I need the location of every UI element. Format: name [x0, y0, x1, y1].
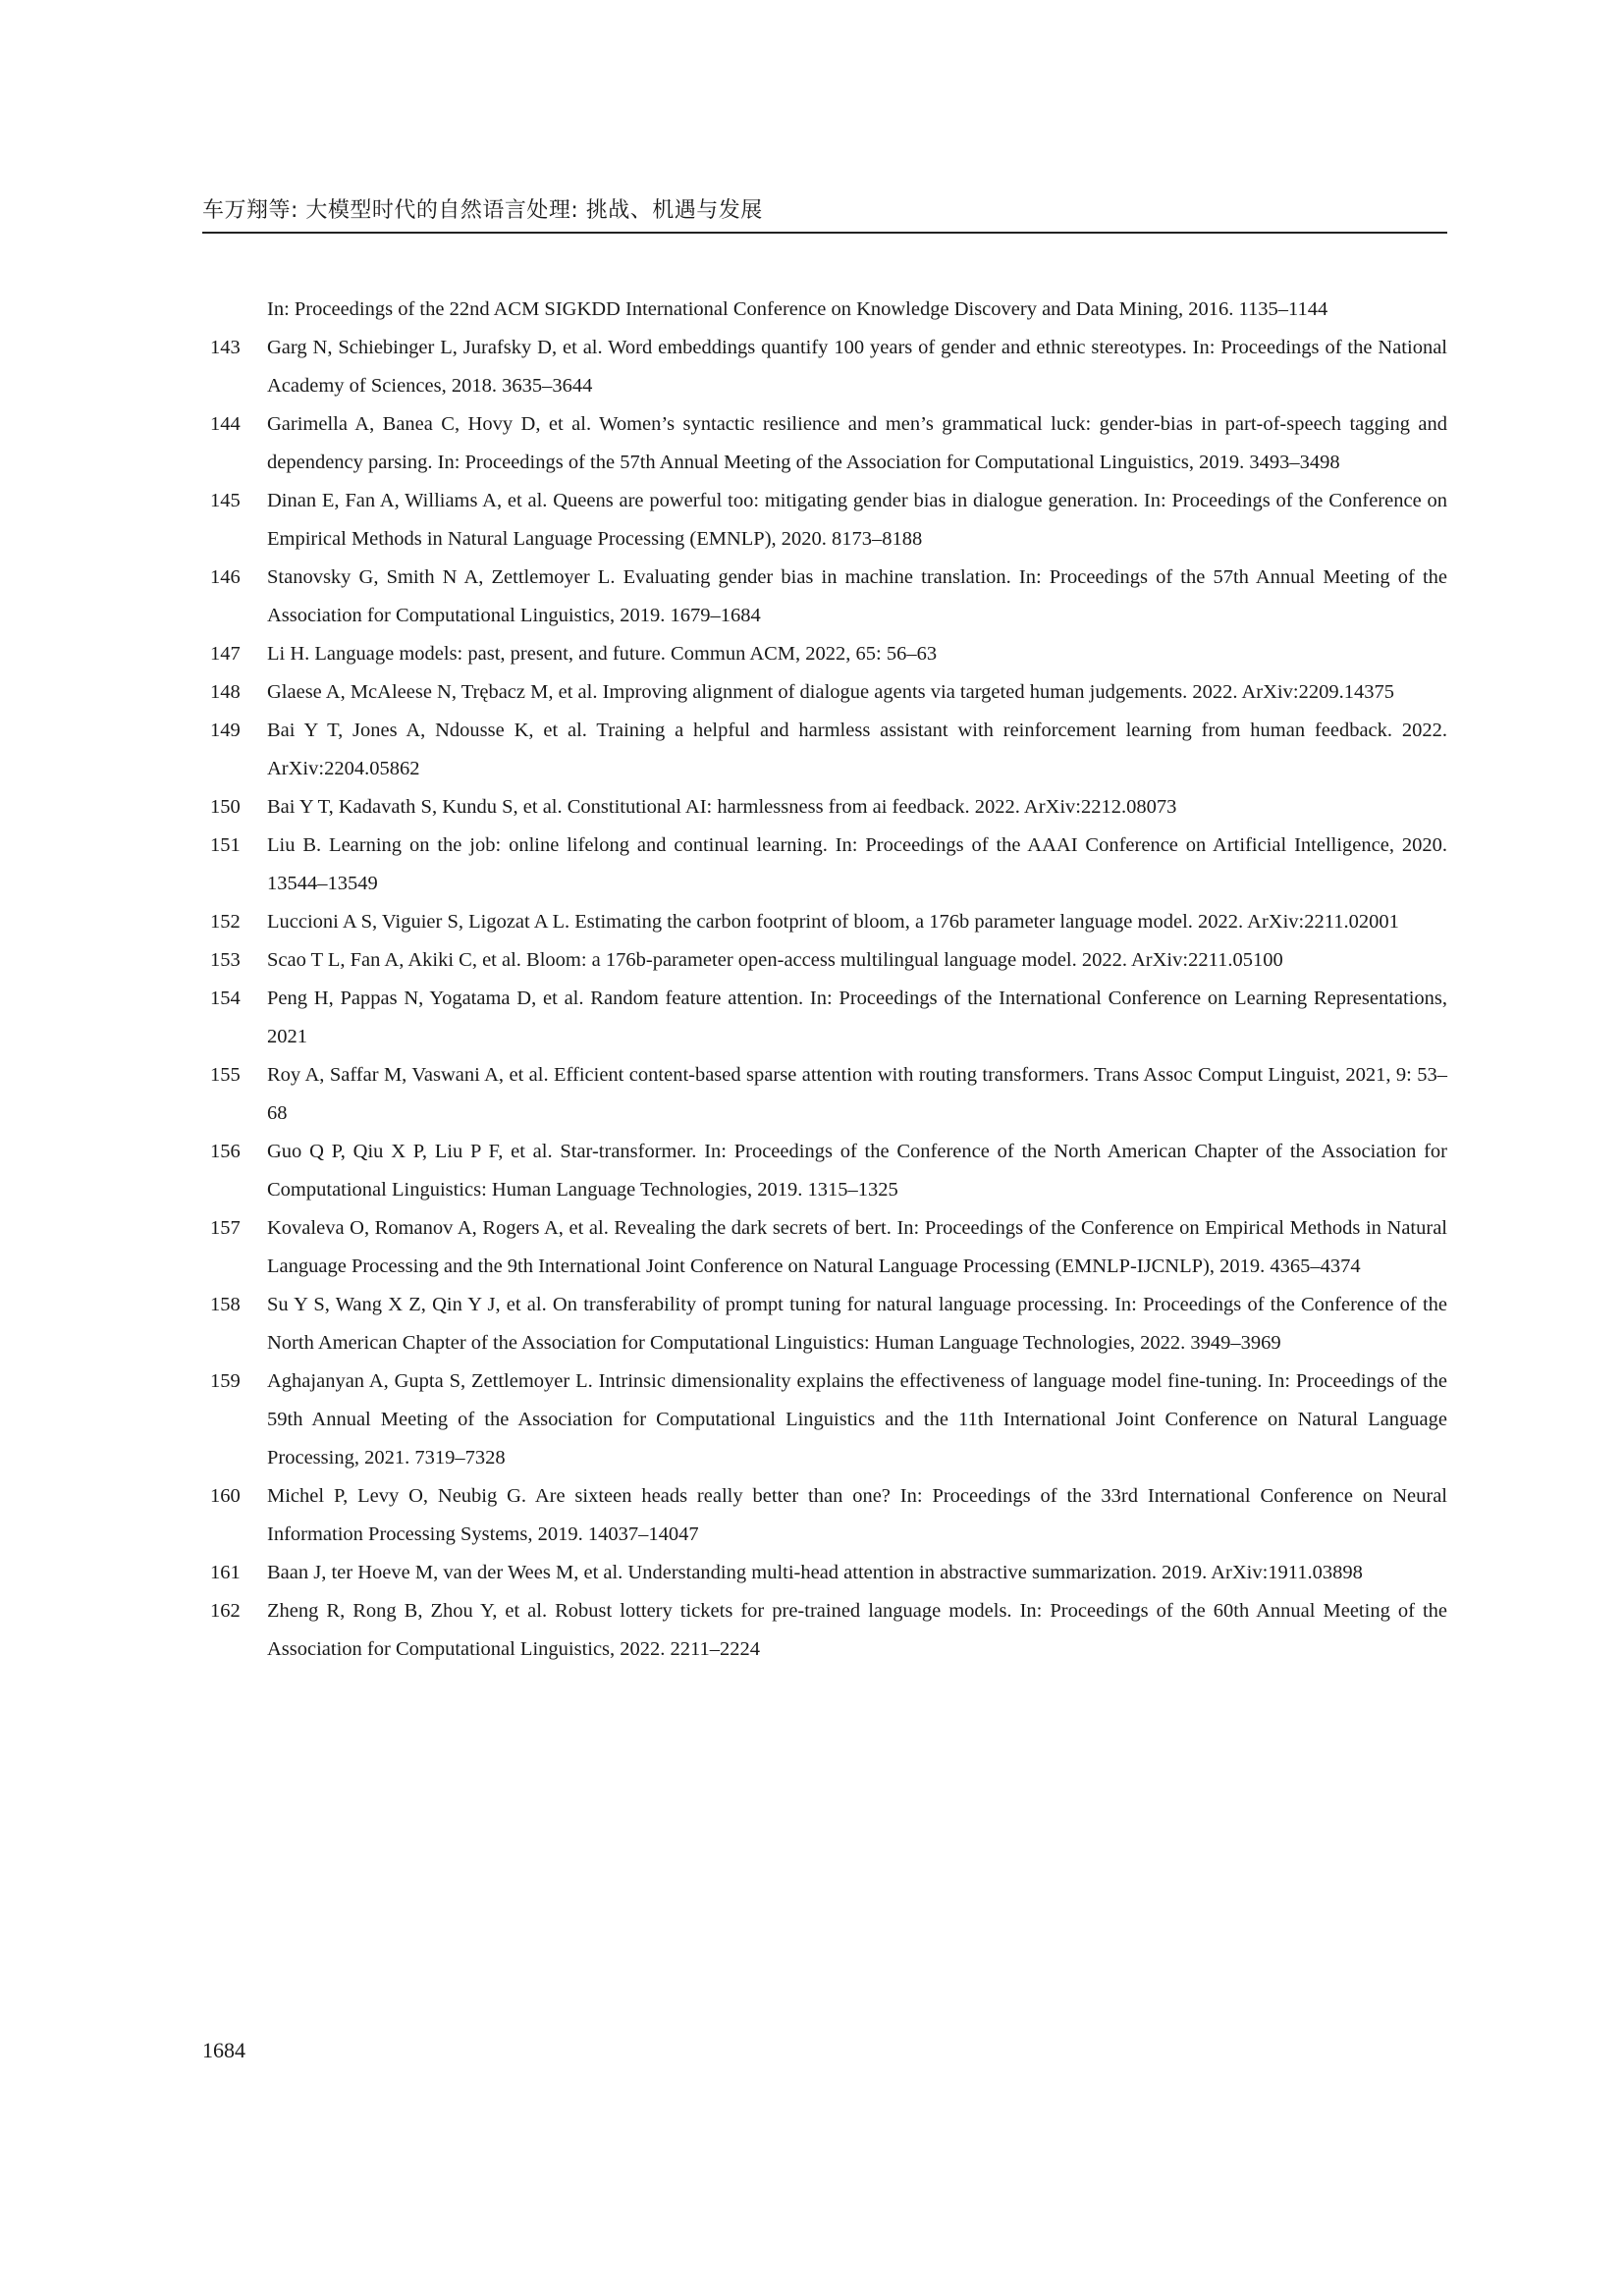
reference-text: Li H. Language models: past, present, and future. Commun ACM, 2022, 65: 56–63 — [267, 643, 938, 665]
reference-text: Baan J, ter Hoeve M, van der Wees M, et al. Understanding multi-head attention in abstractive summarization. 2019. ArXiv:1911.03898 — [267, 1562, 1363, 1583]
reference-text: In: Proceedings of the 22nd ACM SIGKDD International Conference on Knowledge Discovery and Data Mining, 2016. 1135–1144 — [267, 298, 1328, 320]
reference-text: Michel P, Levy O, Neubig G. Are sixteen heads really better than one? In: Proceedings of the 33rd International Conference on Neural Information Processing Systems, 2019. 14037–14047 — [267, 1485, 1447, 1545]
reference-number: 151 — [210, 834, 241, 856]
reference-text: Kovaleva O, Romanov A, Rogers A, et al. Revealing the dark secrets of bert. In: Proceedings of the Conference on Empirical Methods in Natural Language Processing and the 9th International Joint Conference on Natural Language Processing (EMNLP-IJCNLP), 2019. 4365–4374 — [267, 1217, 1447, 1277]
reference-item — [202, 1056, 1447, 1133]
reference-item — [202, 1286, 1447, 1362]
reference-text: Garg N, Schiebinger L, Jurafsky D, et al. Word embeddings quantify 100 years of gender and ethnic stereotypes. In: Proceedings of the National Academy of Sciences, 2018. 3635–3644 — [267, 337, 1447, 397]
reference-text: Stanovsky G, Smith N A, Zettlemoyer L. Evaluating gender bias in machine translation. In: Proceedings of the 57th Annual Meeting of the Association for Computational Linguistics, 2019. 1679–1684 — [267, 566, 1447, 626]
reference-text: Zheng R, Rong B, Zhou Y, et al. Robust lottery tickets for pre-trained language models. In: Proceedings of the 60th Annual Meeting of the Association for Computational Linguistics, 2022. 2211–2224 — [267, 1600, 1447, 1660]
reference-text: Glaese A, McAleese N, Trębacz M, et al. Improving alignment of dialogue agents via targeted human judgements. 2022. ArXiv:2209.14375 — [267, 681, 1394, 703]
reference-item — [202, 559, 1447, 635]
reference-item — [202, 1133, 1447, 1209]
reference-item — [202, 482, 1447, 559]
reference-number: 160 — [210, 1485, 241, 1507]
reference-number: 145 — [210, 490, 241, 511]
reference-item — [202, 1554, 1447, 1592]
reference-text: Aghajanyan A, Gupta S, Zettlemoyer L. Intrinsic dimensionality explains the effectiveness of language model fine-tuning. In: Proceedings of the 59th Annual Meeting of the Association for Computational Linguistics and the 11th International Joint Conference on Natural Language Processing, 2021. 7319–7328 — [267, 1370, 1447, 1468]
reference-item — [202, 329, 1447, 405]
running-header-title: 车万翔等: 大模型时代的自然语言处理: 挑战、机遇与发展 — [202, 198, 763, 223]
reference-item — [202, 1477, 1447, 1554]
reference-text: Bai Y T, Kadavath S, Kundu S, et al. Constitutional AI: harmlessness from ai feedback. 2022. ArXiv:2212.08073 — [267, 796, 1177, 818]
reference-number: 155 — [210, 1064, 241, 1086]
reference-number: 149 — [210, 720, 241, 741]
reference-text: Garimella A, Banea C, Hovy D, et al. Women’s syntactic resilience and men’s grammatical luck: gender-bias in part-of-speech tagging and dependency parsing. In: Proceedings of the 57th Annual Meeting of the Association for Computational Linguistics, 2019. 3493–3498 — [267, 413, 1447, 473]
page-number: 1684 — [202, 2038, 245, 2062]
reference-item — [202, 788, 1447, 827]
reference-number: 144 — [210, 413, 241, 435]
reference-number: 146 — [210, 566, 241, 588]
reference-number: 154 — [210, 988, 241, 1009]
reference-text: Guo Q P, Qiu X P, Liu P F, et al. Star-transformer. In: Proceedings of the Conference of the North American Chapter of the Association for Computational Linguistics: Human Language Technologies, 2019. 1315–1325 — [267, 1141, 1447, 1201]
reference-item — [202, 1362, 1447, 1477]
reference-text: Scao T L, Fan A, Akiki C, et al. Bloom: a 176b-parameter open-access multilingual language model. 2022. ArXiv:2211.05100 — [267, 949, 1283, 971]
reference-text: Luccioni A S, Viguier S, Ligozat A L. Estimating the carbon footprint of bloom, a 176b parameter language model. 2022. ArXiv:2211.02001 — [267, 911, 1399, 933]
reference-text: Su Y S, Wang X Z, Qin Y J, et al. On transferability of prompt tuning for natural language processing. In: Proceedings of the Conference of the North American Chapter of the Association for Computational Linguistics: Human Language Technologies, 2022. 3949–3969 — [267, 1294, 1447, 1354]
reference-number: 158 — [210, 1294, 241, 1315]
reference-item — [202, 980, 1447, 1056]
reference-text: Dinan E, Fan A, Williams A, et al. Queens are powerful too: mitigating gender bias in dialogue generation. In: Proceedings of the Conference on Empirical Methods in Natural Language Processing (EMNLP), 2020. 8173–8188 — [267, 490, 1447, 550]
reference-number: 153 — [210, 949, 241, 971]
reference-number: 161 — [210, 1562, 241, 1583]
reference-item — [202, 712, 1447, 788]
reference-item — [202, 941, 1447, 980]
reference-item — [202, 291, 1447, 329]
reference-number: 162 — [210, 1600, 241, 1622]
reference-number: 143 — [210, 337, 241, 358]
reference-number: 156 — [210, 1141, 241, 1162]
running-header — [202, 192, 1447, 234]
reference-number: 150 — [210, 796, 241, 818]
reference-list — [202, 291, 1447, 1669]
reference-item — [202, 1209, 1447, 1286]
reference-item — [202, 827, 1447, 903]
reference-number: 147 — [210, 643, 241, 665]
reference-item — [202, 673, 1447, 712]
reference-text: Liu B. Learning on the job: online lifelong and continual learning. In: Proceedings of the AAAI Conference on Artificial Intelligence, 2020. 13544–13549 — [267, 834, 1447, 894]
reference-item — [202, 903, 1447, 941]
reference-item — [202, 635, 1447, 673]
reference-number: 152 — [210, 911, 241, 933]
reference-number: 159 — [210, 1370, 241, 1392]
reference-text: Roy A, Saffar M, Vaswani A, et al. Efficient content-based sparse attention with routing transformers. Trans Assoc Comput Linguist, 2021, 9: 53–68 — [267, 1064, 1447, 1124]
reference-number: 157 — [210, 1217, 241, 1239]
reference-text: Peng H, Pappas N, Yogatama D, et al. Random feature attention. In: Proceedings of the International Conference on Learning Representations, 2021 — [267, 988, 1447, 1047]
reference-item — [202, 1592, 1447, 1669]
reference-number: 148 — [210, 681, 241, 703]
reference-item — [202, 405, 1447, 482]
reference-text: Bai Y T, Jones A, Ndousse K, et al. Training a helpful and harmless assistant with reinforcement learning from human feedback. 2022. ArXiv:2204.05862 — [267, 720, 1447, 779]
